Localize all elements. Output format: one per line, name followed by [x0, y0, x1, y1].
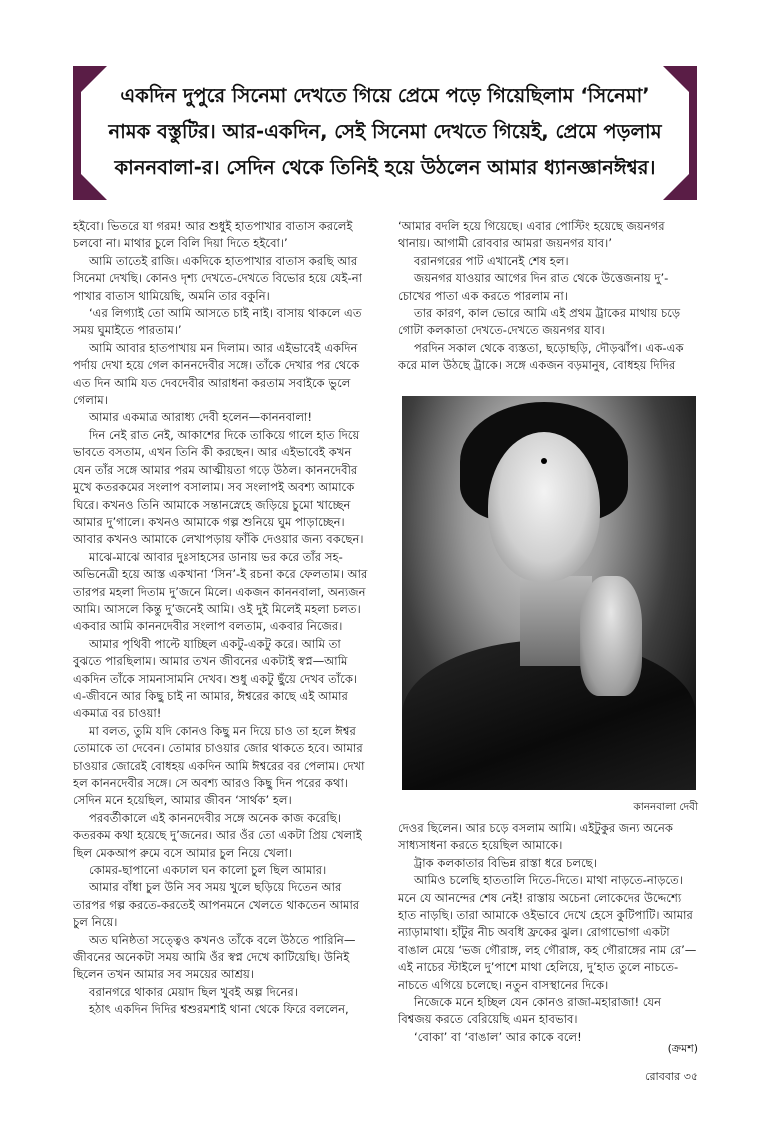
paragraph: বরানগরের পাট এখানেই শেষ হল।: [414, 253, 569, 268]
right-column-bottom: [398, 820, 698, 1050]
continued-marker: (ক্রমশ): [667, 1042, 698, 1055]
paragraph: নিজেকে মনে হচ্ছিল যেন কোনও রাজা-মহারাজা! যেন বিশ্বজয় করতে বেরিয়েছি এমন হাবভাব।: [398, 995, 662, 1027]
pull-quote-line: নামক বস্তুটির। আর-একদিন, সেই সিনেমা দেখতে গিয়েই, প্রেমে পড়লাম: [108, 120, 662, 143]
paragraph: আমার পৃথিবী পাল্টে যাচ্ছিল একটু-একটু করে। আমি তা বুঝতে পারছিলাম। আমার তখন জীবনের একটাই স্বপ্ন—আমি একদিন তাঁকে সামনাসামনি দেখব। শুধু একটু ছুঁয়ে দেখব তাঁকে। এ-জীবনে আর কিছু চাই না আমার, ঈশ্বরের কাছে এই আমার একমাত্র বর চাওয়া!: [73, 636, 358, 721]
photo-hand: [580, 576, 642, 696]
paragraph: আমি তাতেই রাজি। একদিকে হাতপাখার বাতাস করছি আর সিনেমা দেখছি। কোনও দৃশ্য দেখতে-দেখতে বিভোর হয়ে যেই-না পাখার বাতাস থামিয়েছি, অমনি তার বকুনি।: [73, 253, 362, 303]
paragraph: দিন নেই রাত নেই, আকাশের দিকে তাকিয়ে গালে হাত দিয়ে ভাবতে বসতাম, এখন তিনি কী করছেন। আর এইভাবেই কখন যেন তাঁর সঙ্গে আমার পরম আত্মীয়তা গড়ে উঠল। কাননদেবীর মুখে কতরকমের সংলাপ বসালাম। সব সংলাপই অবশ্য আমাকে ঘিরে। কখনও তিনি আমাকে সন্তানস্নেহে জড়িয়ে চুমো খাচ্ছেন আমার দু’গালে। কখনও আমাকে গল্প শুনিয়ে ঘুম পাড়াচ্ছেন। আবার কখনও আমাকে লেখাপড়ায় ফাঁকি দেওয়ার জন্য বকছেন।: [73, 427, 364, 547]
portrait-photo: [402, 396, 696, 790]
paragraph: কোমর-ছাপানো একঢাল ঘন কালো চুল ছিল আমার।: [89, 863, 327, 878]
paragraph: দেওর ছিলেন। আর চড়ে বসলাম আমি। এইটুকুর জন্য অনেক সাধ্যসাধনা করতে হয়েছিল আমাকে।: [398, 821, 674, 853]
photo-bindi: [541, 458, 547, 464]
paragraph: মা বলত, তুমি যদি কোনও কিছু মন দিয়ে চাও তা হলে ঈশ্বর তোমাকে তা দেবেন। তোমার চাওয়ার জোর থাকতে হবে। আমার চাওয়ার জোরেই বোধহয় একদিন আমি ঈশ্বরের বর পেলাম। দেখা হল কাননদেবীর সঙ্গে। সে অবশ্য আরও কিছু দিন পরের কথা। সেদিন মনে হয়েছিল, আমার জীবন ‘সার্থক’ হল।: [73, 723, 365, 808]
paragraph: পরবর্তীকালে এই কাননদেবীর সঙ্গে অনেক কাজ করেছি। কতরকম কথা হয়েছে দু’জনের। আর ওঁর তো একটা প্রিয় খেলাই ছিল মেকআপ রুমে বসে আমার চুল নিয়ে খেলা।: [73, 810, 362, 860]
paragraph: হঠাৎ একদিন দিদির শ্বশুরমশাই থানা থেকে ফিরে বললেন,: [89, 1002, 349, 1017]
photo-caption: কাননবালা দেবী: [633, 801, 698, 813]
paragraph: পরদিন সকাল থেকে ব্যস্ততা, ছড়োছড়ি, দৌড়ঝাঁপ। এক-এক করে মাল উঠছে ট্রাকে। সঙ্গে একজন বড়মানুষ, বোধহয় দিদির: [398, 340, 684, 373]
pull-quote-line: একদিন দুপুরে সিনেমা দেখতে গিয়ে প্রেমে পড়ে গিয়েছিলাম ‘সিনেমা’: [120, 84, 650, 107]
paragraph: ‘এর লিগ্যাই তো আমি আসতে চাই নাই। বাসায় থাকলে এত সময় ঘুমাইতে পারতাম।’: [73, 306, 362, 338]
paragraph: আমি আবার হাতপাখায় মন দিলাম। আর এইভাবেই একদিন পর্দায় দেখা হয়ে গেল কাননদেবীর সঙ্গে। তাঁকে দেখার পর থেকে এত দিন আমি যত দেবদেবীর আরাধনা করতাম সবাইকে ভুলে গেলাম।: [73, 340, 360, 408]
photo-face: [488, 432, 600, 582]
left-column: [73, 218, 371, 1060]
paragraph: আমিও চলেছি হাততালি দিতে-দিতে। মাথা নাড়তে-নাড়তে। মনে যে আনন্দের শেষ নেই! রাস্তায় অচেনা লোকেদের উদ্দেশ্যে হাত নাড়ছি। তারা আমাকে ওইভাবে দেখে হেসে কুটিপাটি। আমার ন্যাড়ামাথা। হাঁটুর নীচ অবধি ফ্রকের ঝুল। রোগাভোগা একটা বাঙাল মেয়ে ‘ভজ গৌরাঙ্গ, লহ গৌরাঙ্গ, কহ গৌরাঙ্গের নাম রে’—এই নাচের স্টাইলে দু’পাশে মাথা হেলিয়ে, দু’হাত তুলে নাচতে-নাচতে এগিয়ে চলেছে। নতুন বাসস্থানের দিকে।: [398, 873, 697, 992]
right-column-top: [398, 218, 698, 378]
paragraph: অত ঘনিষ্ঠতা সত্ত্বেও কখনও তাঁকে বলে উঠতে পারিনি—জীবনের অনেকটা সময় আমি ওঁর স্বপ্ন দেখে কাটিয়েছি। উনিই ছিলেন তখন আমার সব সময়ের আশ্রয়।: [73, 932, 356, 982]
paragraph: আমার একমাত্র আরাধ্য দেবী হলেন—কাননবালা!: [89, 410, 313, 425]
paragraph: ট্রাক কলকাতার বিভিন্ন রাস্তা ধরে চলছে।: [414, 855, 597, 870]
paragraph: হইবো। ভিতরে যা গরম! আর শুধুই হাতপাখার বাতাস করলেই চলবো না। মাথার চুলে বিলি দিয়া দিতে হইবো।’: [73, 219, 353, 251]
pull-quote-line: কাননবালা-র। সেদিন থেকে তিনিই হয়ে উঠলেন আমার ধ্যানজ্ঞানঈশ্বর।: [114, 156, 656, 179]
pull-quote-text: [101, 78, 669, 186]
paragraph: বরানগরে থাকার মেয়াদ ছিল খুবই অল্প দিনের।: [89, 984, 298, 999]
paragraph: মাঝে-মাঝে আবার দুঃসাহসের ডানায় ভর করে তাঁর সহ-অভিনেত্রী হয়ে আস্ত একখানা ‘সিন’-ই রচনা করে ফেলতাম। আর তারপর মহলা দিতাম দু’জনে মিলে। একজন কাননবালা, অন্যজন আমি। আসলে কিন্তু দু’জনেই আমি। ওই দুই মিলেই মহলা চলত। একবার আমি কাননদেবীর সংলাপ বলতাম, একবার নিজের।: [73, 549, 368, 634]
paragraph: ‘বোকা’ বা ‘বাঙাল’ আর কাকে বলে!: [414, 1029, 582, 1044]
paragraph: জয়নগর যাওয়ার আগের দিন রাত থেকে উত্তেজনায় দু’-চোখের পাতা এক করতে পারলাম না।: [398, 271, 669, 303]
page-folio: রোববার ৩৫: [645, 1070, 698, 1083]
paragraph: ‘আমার বদলি হয়ে গিয়েছে। এবার পোস্টিং হয়েছে জয়নগর থানায়। আগামী রোববার আমরা জয়নগর যাব।’: [398, 219, 665, 251]
pull-quote-box: [73, 66, 697, 200]
paragraph: তার কারণ, কাল ভোরে আমি এই প্রথম ট্রাকের মাথায় চড়ে গোটা কলকাতা দেখতে-দেখতে জয়নগর যাব।: [398, 306, 681, 338]
paragraph: আমার বাঁধা চুল উনি সব সময় খুলে ছড়িয়ে দিতেন আর তারপর গল্প করতে-করতেই আপনমনে খেলতে থাকতেন আমার চুল নিয়ে।: [73, 880, 360, 930]
